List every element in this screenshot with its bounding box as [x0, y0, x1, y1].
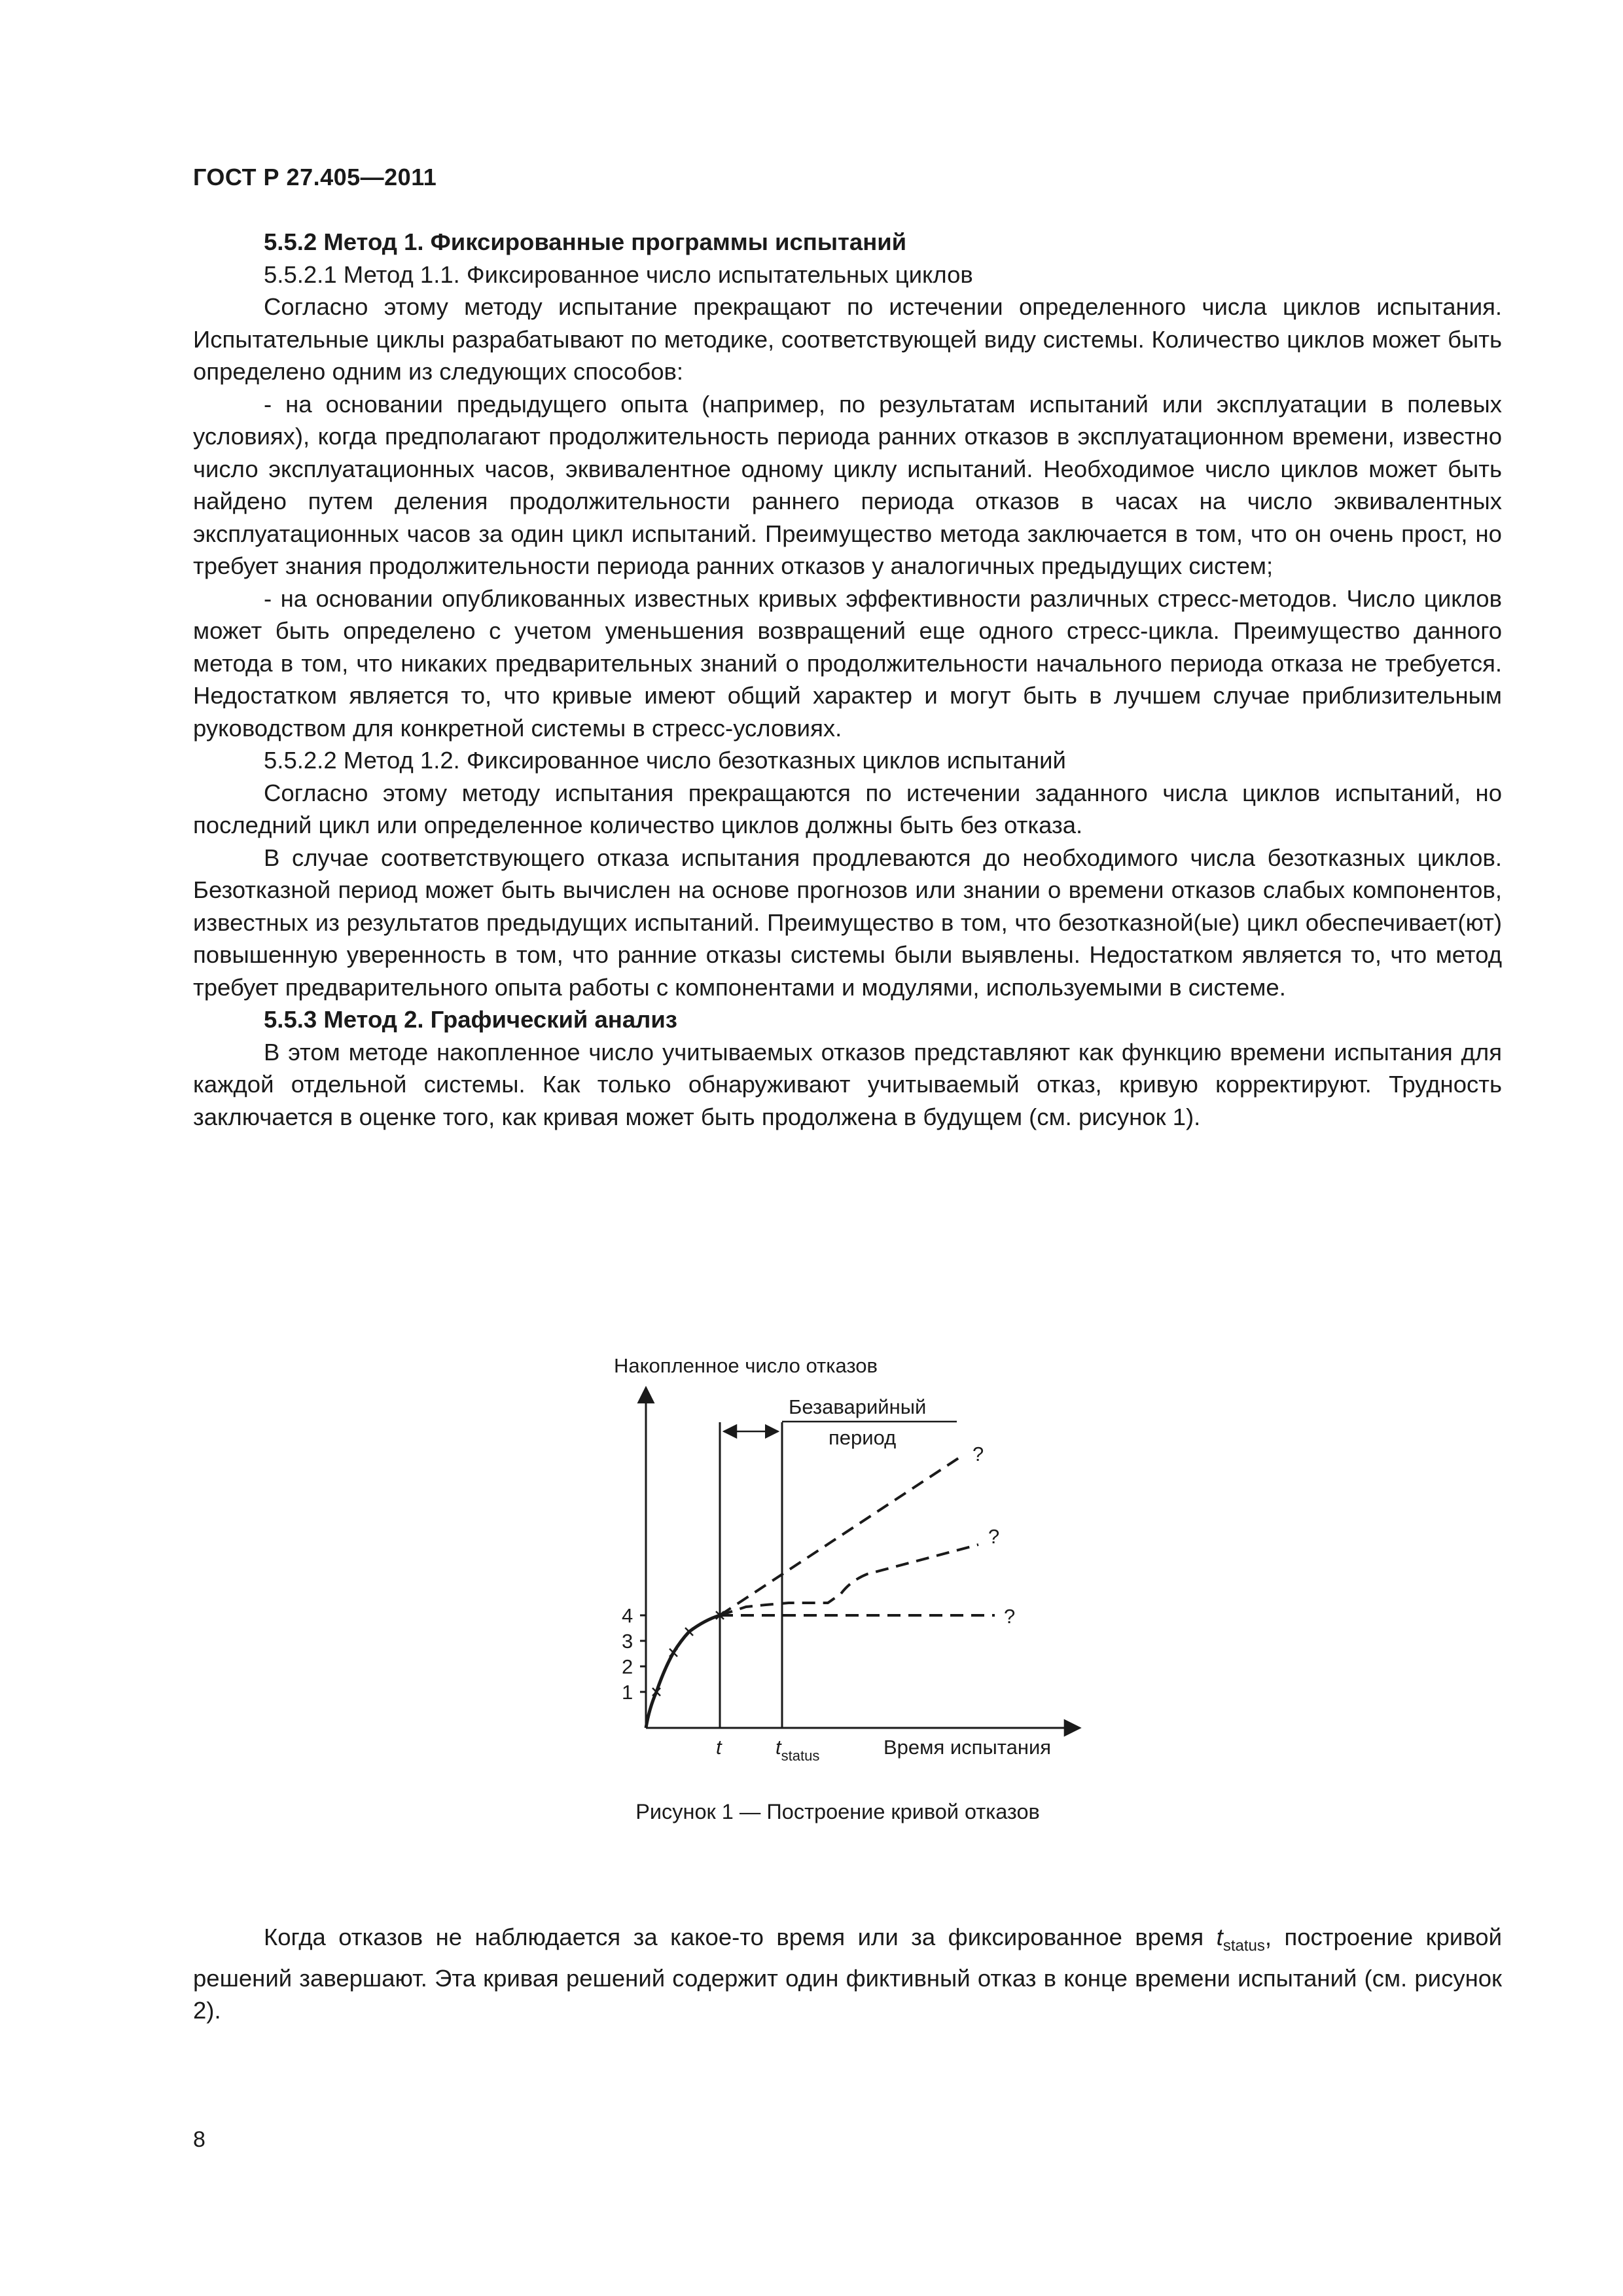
y-tick-label-1: 1 — [622, 1681, 633, 1704]
y-tick-label-3: 3 — [622, 1630, 633, 1653]
question-mark-flat: ? — [1004, 1605, 1016, 1628]
subsection-heading-5-5-2-2: 5.5.2.2 Метод 1.2. Фиксированное число безотказных циклов испытаний — [264, 747, 1066, 774]
paragraph: В случае соответствующего отказа испытания продлеваются до необходимого числа безотказных циклов. Безотказной период может быть вычислен на основе прогнозов или знании о времени отказов слабых компонентов, известных из результатов предыдущих испытаний. Преимущество в том, что безотказной(ые) цикл обеспечивает(ют) повышенную уверенность в том, что ранние отказы системы были выявлены. Недостатком является то, что метод требует предварительного опыта работы с компонентами и модулями, используемыми в системе. — [193, 844, 1502, 1001]
paragraph: В этом методе накопленное число учитываемых отказов представляют как функцию времени испытания для каждой отдельной системы. Как только обнаруживают учитываемый отказ, кривую корректируют. Трудность заключается в оценке того, как кривая может быть продолжена в будущем (см. рисунок 1). — [193, 1038, 1502, 1130]
y-axis-label: Накопленное число отказов — [614, 1354, 878, 1377]
failure-marks — [652, 1611, 724, 1696]
t-label: t — [716, 1736, 722, 1759]
list-item-paragraph: - на основании опубликованных известных кривых эффективности различных стресс-методов. Число циклов может быть определено с учетом уменьшения возвращений еще одного стресс-цикла. Преимущество данного метода в том, что никаких предварительных знаний о продолжительности начального периода отказа не требуется. Недостатком является то, что кривые имеют общий характер и могут быть в лучшем случае приблизительным руководством для конкретной системы в стресс-условиях. — [193, 584, 1502, 742]
continuation-middle — [720, 1545, 978, 1615]
section-heading-5-5-3: 5.5.3 Метод 2. Графический анализ — [264, 1006, 677, 1033]
page-number: 8 — [193, 2127, 205, 2152]
section-heading-5-5-2: 5.5.2 Метод 1. Фиксированные программы испытаний — [264, 228, 907, 255]
paragraph: Согласно этому методу испытание прекращают по истечении определенного числа циклов испытания. Испытательные циклы разрабатывают по методике, соответствующей виду системы. Количество циклов может быть определено одним из следующих способов: — [193, 293, 1502, 385]
document-header: ГОСТ Р 27.405—2011 — [193, 164, 437, 190]
t-status-label: $t_{status}$ — [776, 1736, 820, 1764]
failure-curve — [646, 1615, 720, 1728]
question-mark-middle: ? — [988, 1525, 1000, 1548]
failure-curve-diagram — [576, 1345, 1099, 1787]
body-text-continued — [193, 1921, 1502, 2027]
x-axis-label: Время испытания — [883, 1736, 1052, 1759]
paragraph: Согласно этому методу испытания прекращаются по истечении заданного числа циклов испытаний, но последний цикл или определенное количество циклов должны быть без отказа. — [193, 779, 1502, 838]
list-item-paragraph: - на основании предыдущего опыта (например, по результатам испытаний или эксплуатации в полевых условиях), когда предполагают продолжительность периода ранних отказов в эксплуатационном времени, известно число эксплуатационных часов, эквивалентное одному циклу испытаний. Необходимое число циклов может быть найдено путем деления продолжительности раннего периода отказов в часах на число эквивалентных эксплуатационных часов за один цикл испытаний. Преимущество метода заключается в том, что он очень прост, но требует знания продолжительности периода ранних отказов у аналогичных предыдущих систем; — [193, 390, 1502, 579]
y-tick-label-2: 2 — [622, 1655, 633, 1678]
figure-1 — [576, 1345, 1099, 1787]
figure-caption: Рисунок 1 — Построение кривой отказов — [635, 1800, 1040, 1823]
subsection-heading-5-5-2-1: 5.5.2.1 Метод 1.1. Фиксированное число испытательных циклов — [264, 260, 973, 288]
y-tick-label-4: 4 — [622, 1604, 633, 1627]
period-label-line1: Безаварийный — [789, 1395, 927, 1418]
question-mark-upper: ? — [972, 1443, 984, 1465]
paragraph: Когда отказов не наблюдается за какое-то время или за фиксированное время $t_{status}$, построение кривой решений завершают. Эта кривая решений содержит один фиктивный отказ в конце времени испытаний (см. рисунок 2). — [193, 1924, 1502, 2024]
period-label-line2: период — [829, 1426, 897, 1449]
body-text — [193, 226, 1502, 1133]
